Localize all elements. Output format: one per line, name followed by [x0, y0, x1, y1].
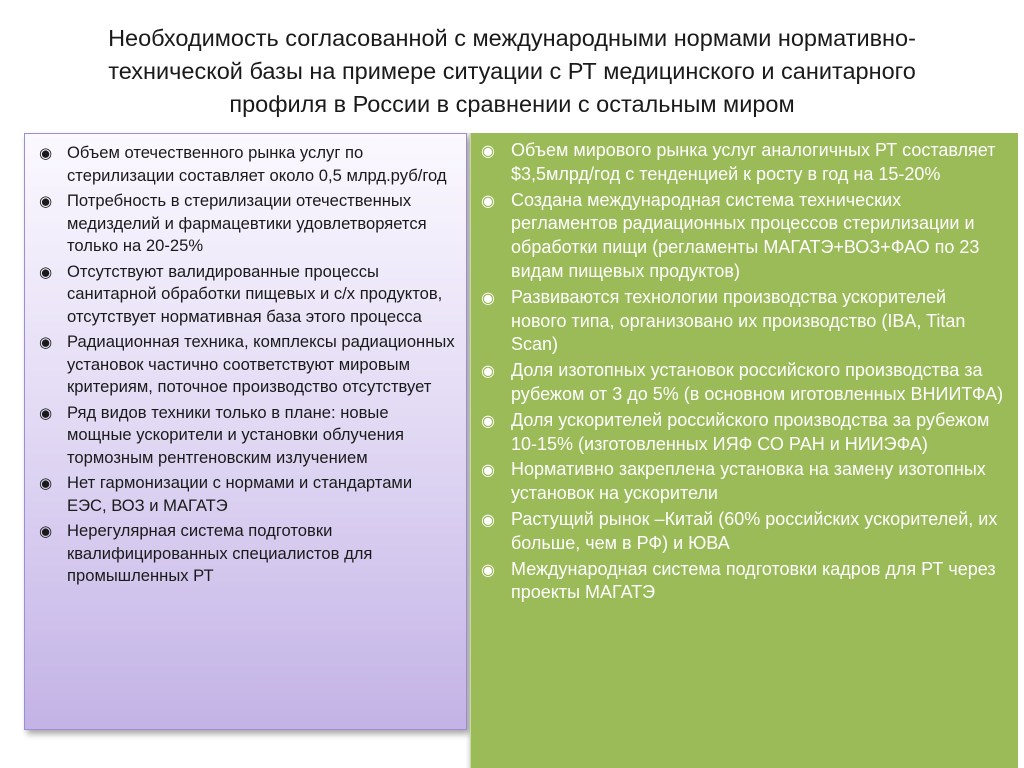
list-item-text: Международная система подготовки кадров для РТ через проекты МАГАТЭ	[511, 558, 996, 603]
title-line-1: Необходимость согласованной с международными нормами нормативно-	[108, 25, 916, 51]
list-item	[481, 189, 1004, 284]
circled-dot-bullet-icon: ◉	[481, 192, 495, 210]
circled-dot-bullet-icon: ◉	[481, 412, 495, 430]
list-item-text: Объем мирового рынка услуг аналогичных РТ составляет $3,5млрд/год с тенденцией к росту в год на 15-20%	[511, 140, 996, 184]
list-item	[481, 139, 1004, 187]
world-bullet-list	[471, 133, 1018, 605]
list-item	[481, 286, 1004, 357]
circled-dot-bullet-icon: ◉	[39, 523, 53, 540]
list-item-text: Объем отечественного рынка услуг по стерилизации составляет около 0,5 млрд.руб/год	[67, 143, 447, 185]
circled-dot-bullet-icon: ◉	[39, 145, 53, 162]
russia-bullet-list	[25, 134, 466, 588]
circled-dot-bullet-icon: ◉	[39, 404, 53, 422]
circled-dot-bullet-icon: ◉	[39, 475, 53, 492]
circled-dot-bullet-icon: ◉	[481, 363, 495, 381]
circled-dot-bullet-icon: ◉	[39, 193, 53, 210]
list-item-text: Развиваются технологии производства ускорителей нового типа, организовано их производство (IBA, Titan Scan)	[511, 286, 966, 355]
list-item	[39, 402, 456, 470]
list-item-text: Потребность в стерилизации отечественных медизделий и фармацевтики удовлетворяется только на 20-25%	[67, 191, 427, 255]
circled-dot-bullet-icon: ◉	[481, 561, 495, 579]
list-item-text: Нерегулярная система подготовки квалифицированных специалистов для промышленных РТ	[67, 521, 373, 585]
list-item-text: Нет гармонизации с нормами и стандартами ЕЭС, ВОЗ и МАГАТЭ	[67, 473, 413, 515]
list-item-text: Отсутствуют валидированные процессы санитарной обработки пищевых и с/х продуктов, отсутствует нормативная база этого процесса	[67, 261, 443, 326]
circled-dot-bullet-icon: ◉	[39, 263, 53, 281]
list-item	[481, 558, 1004, 606]
list-item	[39, 331, 456, 399]
list-item	[481, 508, 1004, 556]
list-item-text: Растущий рынок –Китай (60% российских ускорителей, их больше, чем в РФ) и ЮВА	[511, 508, 998, 553]
list-item	[39, 142, 456, 187]
list-item-text: Доля ускорителей российского производства за рубежом 10-15% (изготовленных ИЯФ СО РАН и НИИЭФА)	[511, 409, 990, 454]
list-item	[481, 409, 1004, 457]
list-item	[481, 458, 1004, 506]
list-item	[481, 359, 1004, 407]
circled-dot-bullet-icon: ◉	[481, 143, 495, 160]
list-item	[39, 472, 456, 517]
list-item-text: Ряд видов техники только в плане: новые мощные ускорители и установки облучения тормозным рентгеновским излучением	[67, 402, 404, 467]
list-item	[39, 190, 456, 258]
circled-dot-bullet-icon: ◉	[481, 289, 495, 307]
circled-dot-bullet-icon: ◉	[481, 462, 495, 480]
list-item	[39, 520, 456, 588]
list-item-text: Создана международная система технических регламентов радиационных процессов стерилизации и обработки пищи (регламенты МАГАТЭ+ВОЗ+ФАО по 23 видам пищевых продуктов)	[511, 189, 980, 281]
circled-dot-bullet-icon: ◉	[481, 511, 495, 529]
list-item-text: Нормативно закреплена установка на замену изотопных установок на ускорители	[511, 459, 986, 504]
title-line-3: профиля в России в сравнении с остальным миром	[229, 91, 795, 117]
circled-dot-bullet-icon: ◉	[39, 334, 53, 351]
russia-panel	[24, 133, 467, 730]
title-line-2: технической базы на примере ситуации с РТ медицинского и санитарного	[108, 58, 916, 84]
list-item-text: Доля изотопных установок российского производства за рубежом от 3 до 5% (в основном иготовленных ВНИИТФА)	[511, 360, 1004, 404]
list-item-text: Радиационная техника, комплексы радиационных установок частично соответствуют мировым критериям, поточное производство отсутствует	[67, 332, 455, 396]
world-panel	[470, 133, 1018, 768]
slide-title	[0, 22, 1024, 121]
list-item	[39, 261, 456, 329]
